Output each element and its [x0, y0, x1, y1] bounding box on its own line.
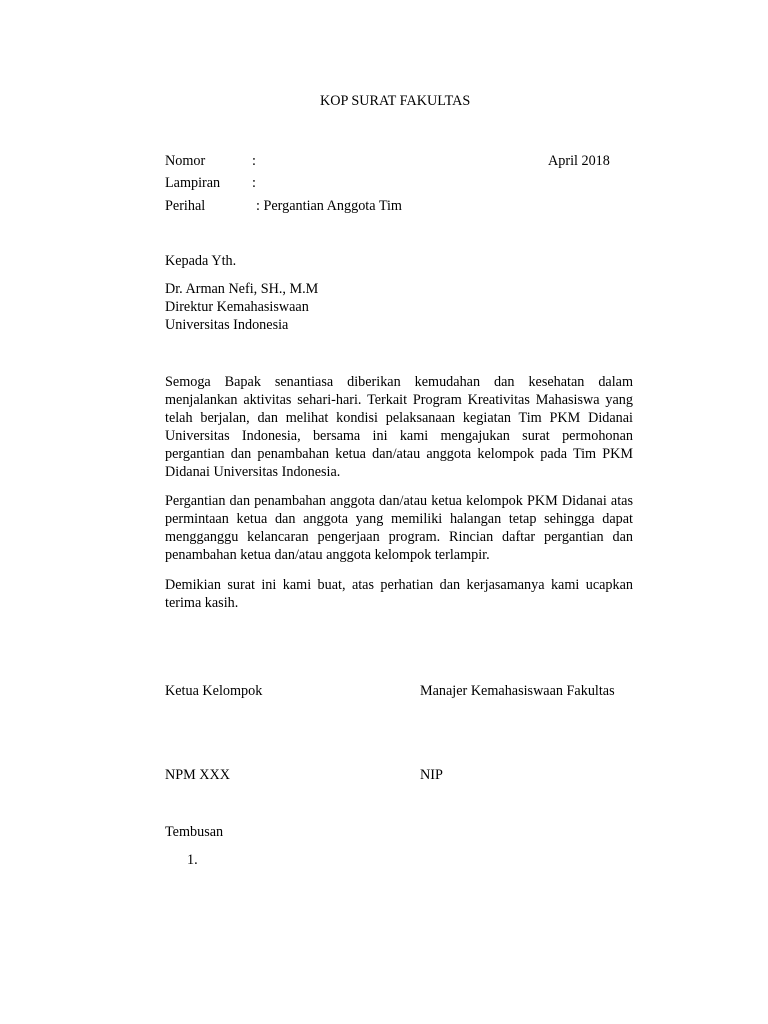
paragraph-line: Demikian surat ini kami buat, atas perhatian dan kerjasamanya kami ucapkan — [165, 577, 633, 593]
body-paragraph-1 — [165, 373, 633, 481]
paragraph-line: Didanai Universitas Indonesia. — [165, 464, 341, 480]
body-paragraph-3 — [165, 576, 633, 612]
recipient-position: Direktur Kemahasiswaan — [165, 299, 309, 315]
paragraph-line: telah berjalan, dan melihat kondisi pelaksanaan kegiatan Tim PKM Didanai — [165, 410, 633, 426]
signature-right-title: Manajer Kemahasiswaan Fakultas — [420, 683, 615, 699]
nomor-label: Nomor — [165, 153, 206, 169]
signature-left-id: NPM XXX — [165, 767, 231, 783]
recipient-name: Dr. Arman Nefi, SH., M.M — [165, 281, 319, 297]
paragraph-line: Semoga Bapak senantiasa diberikan kemudahan dan kesehatan dalam — [165, 374, 633, 390]
cc-item-1: 1. — [187, 852, 198, 868]
paragraph-line: penambahan ketua dan/atau anggota kelompok terlampir. — [165, 547, 490, 563]
perihal-value: : Pergantian Anggota Tim — [256, 198, 402, 214]
paragraph-line: pergantian dan penambahan ketua dan/atau anggota kelompok pada Tim PKM — [165, 446, 633, 462]
body-paragraph-2 — [165, 492, 633, 564]
paragraph-line: terima kasih. — [165, 595, 239, 611]
signature-left-title: Ketua Kelompok — [165, 683, 263, 699]
letter-date: April 2018 — [548, 153, 610, 169]
cc-label: Tembusan — [165, 824, 224, 840]
paragraph-line: Universitas Indonesia, bersama ini kami mengajukan surat permohonan — [165, 428, 633, 444]
paragraph-line: menjalankan aktivitas sehari-hari. Terkait Program Kreativitas Mahasiswa yang — [165, 392, 633, 408]
lampiran-label: Lampiran — [165, 175, 221, 191]
paragraph-line: mengganggu kelancaran pengerjaan program. Rincian daftar pergantian dan — [165, 529, 633, 545]
recipient-greeting: Kepada Yth. — [165, 253, 237, 269]
letterhead-title: KOP SURAT FAKULTAS — [320, 93, 471, 109]
paragraph-line: Pergantian dan penambahan anggota dan/atau ketua kelompok PKM Didanai atas — [165, 493, 633, 509]
paragraph-line: permintaan ketua dan anggota yang memiliki halangan tetap sehingga dapat — [165, 511, 633, 527]
perihal-label: Perihal — [165, 198, 206, 214]
recipient-institution: Universitas Indonesia — [165, 317, 289, 333]
nomor-colon: : — [252, 153, 256, 169]
signature-right-id: NIP — [420, 767, 443, 783]
lampiran-colon: : — [252, 175, 256, 191]
